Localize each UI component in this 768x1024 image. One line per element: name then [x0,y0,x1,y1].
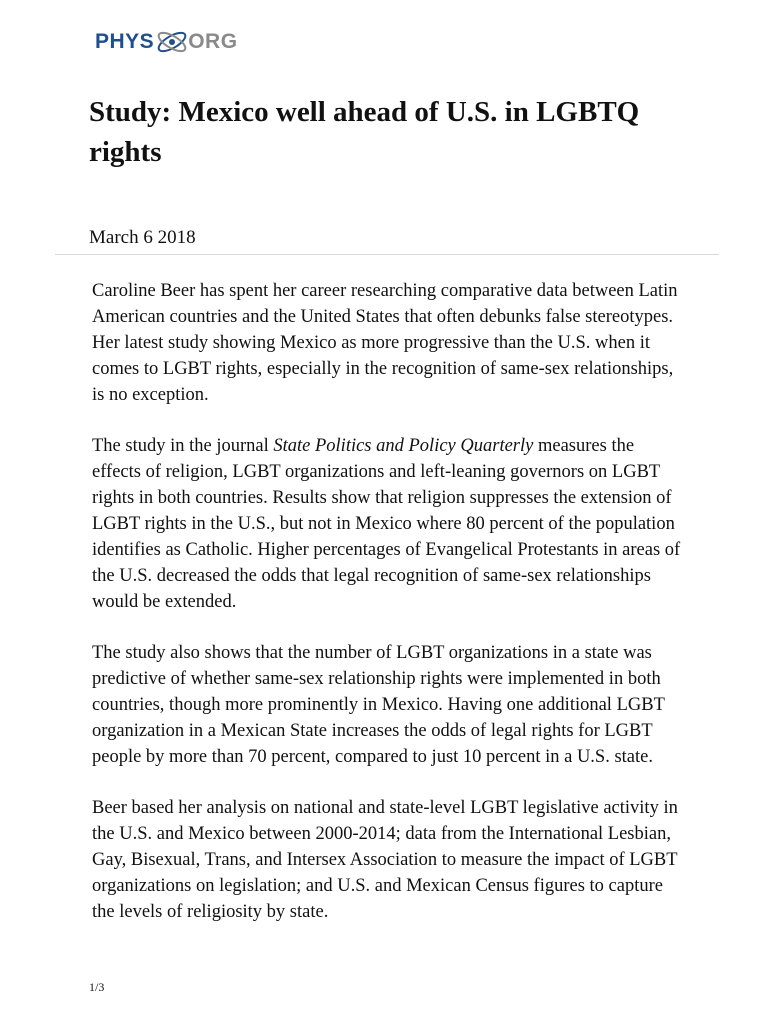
paragraph-2-intro: The study in the journal [92,436,274,456]
article-paragraph-4: Beer based her analysis on national and state-level LGBT legislative activity in the U.S. and Mexico between 2000-2014; data from the International Lesbian, Gay, Bisexual, Trans, and Intersex Association to measure the impact of LGBT organizations on legislation; and U.S. and Mexican Census figures to capture the levels of religiosity by state. [92,798,678,922]
site-logo[interactable] [95,20,238,64]
article-paragraph-1: Caroline Beer has spent her career researching comparative data between Latin American countries and the United States that often debunks false stereotypes. Her latest study showing Mexico as more progressive than the U.S. when it comes to LGBT rights, especially in the recognition of same-sex relationships, is no exception. [92,281,678,405]
atom-orbit-icon [152,22,192,62]
article-paragraph-2 [92,433,682,615]
logo-text-org: ORG [188,30,238,53]
paragraph-2-body: measures the effects of religion, LGBT organizations and left-leaning governors on LGBT rights in both countries. Results show that religion suppresses the extension of LGBT rights in the U.S., but not in Mexico where 80 percent of the population identifies as Catholic. Higher percentages of Evangelical Protestants in areas of the U.S. decreased the odds that legal recognition of same-sex relationships would be extended. [92,436,681,612]
journal-name: State Politics and Policy Quarterly [273,436,534,456]
page-indicator: 1/3 [89,980,105,994]
article-body [92,278,682,950]
article-title: Study: Mexico well ahead of U.S. in LGBTQ rights [89,96,640,168]
logo-text-phys: PHYS [95,30,155,53]
header-divider [55,254,719,255]
article-paragraph-3: The study also shows that the number of LGBT organizations in a state was predictive of whether same-sex relationship rights were implemented in both countries, though more prominently in Mexico. Having one additional LGBT organization in a Mexican State increases the odds of legal rights for LGBT people by more than 70 percent, compared to just 10 percent in a U.S. state. [92,643,665,767]
article-date: March 6 2018 [89,227,196,248]
